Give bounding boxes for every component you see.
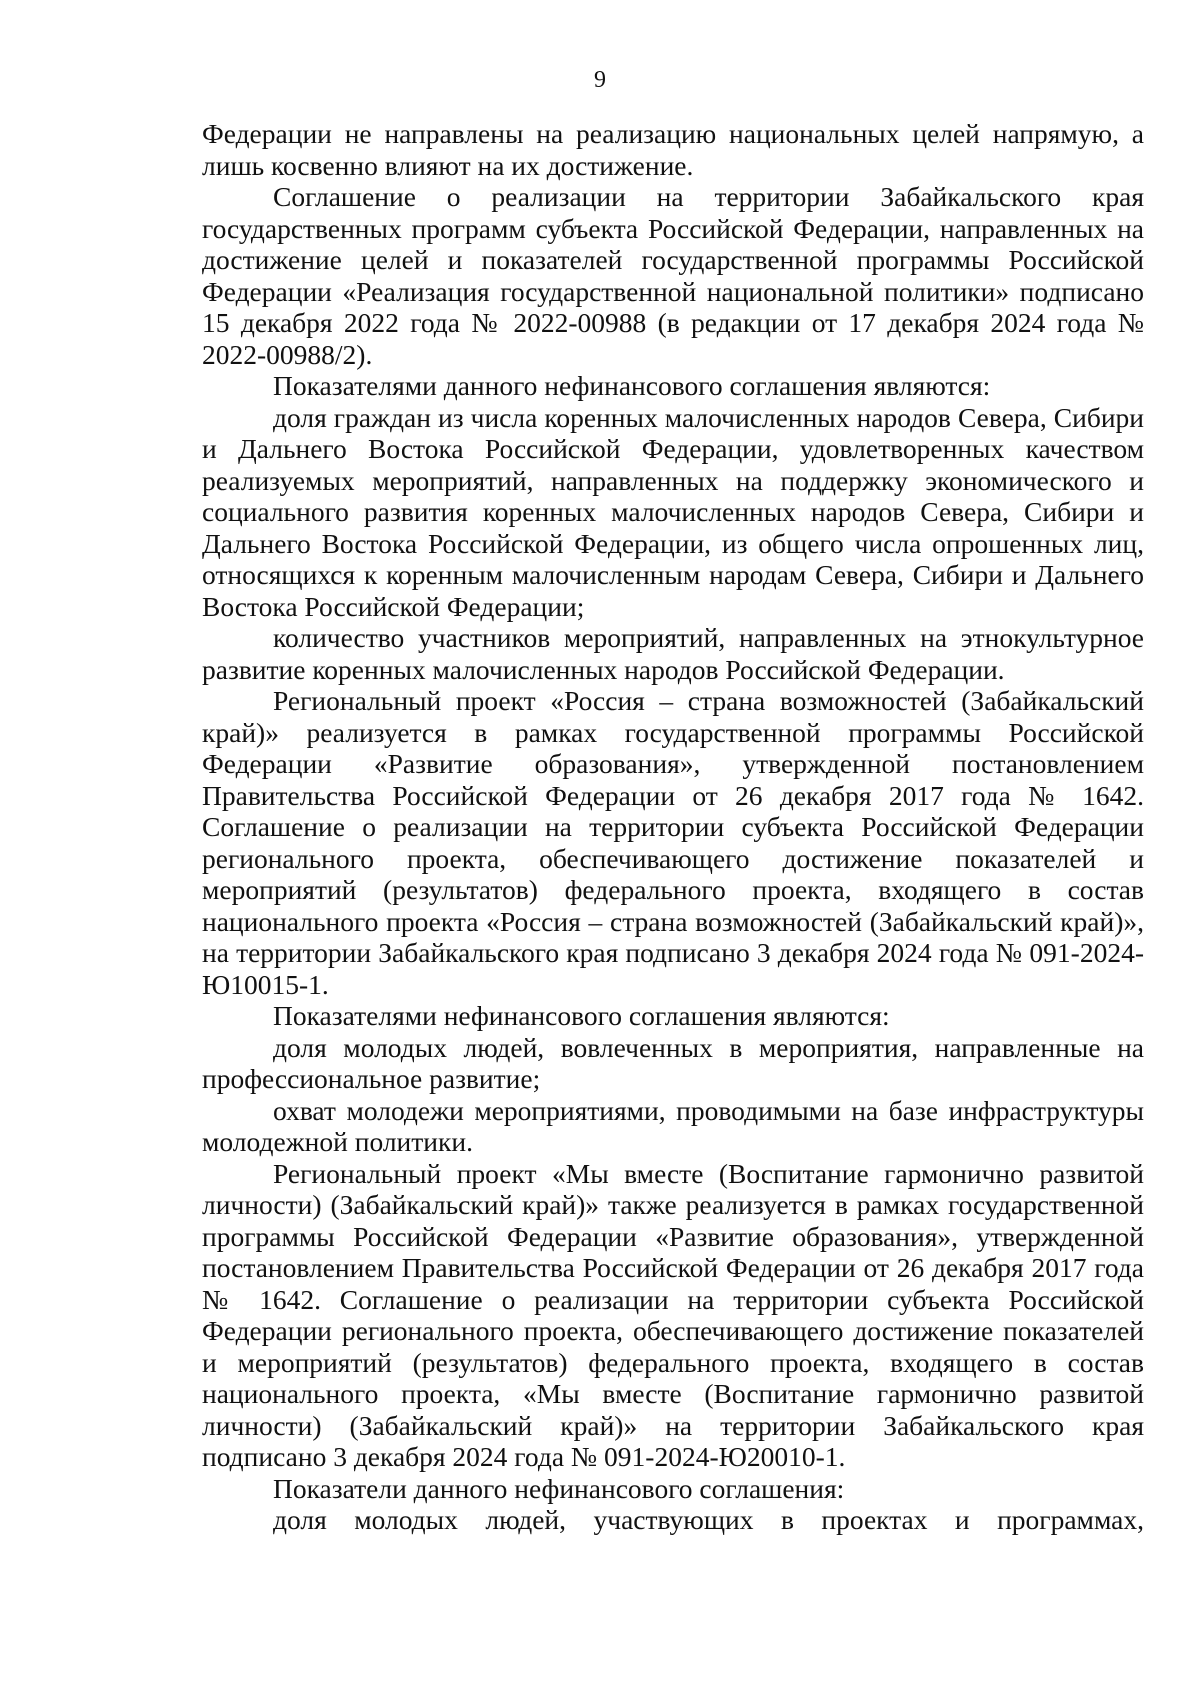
paragraph-project-together: Региональный проект «Мы вместе (Воспитание гармонично развитой личности) (Забайкальский край)» также реализуется в рамках государственной программы Российской Федерации «Развитие образования», утвержденной постановлением Правительства Российской Федерации от 26 декабря 2017 года № 1642. Соглашение о реализации на территории субъекта Российской Федерации регионального проекта, обеспечивающего достижение показателей и мероприятий (результатов) федерального проекта, входящего в состав национального проекта, «Мы вместе (Воспитание гармонично развитой личности) (Забайкальский край)» на территории Забайкальского края подписано 3 декабря 2024 года № 091-2024-Ю20010-1. (202, 1157, 1144, 1472)
paragraph-indicator-youth-projects: доля молодых людей, участвующих в проектах и программах, (273, 1504, 1144, 1535)
paragraph-continuation: Федерации не направлены на реализацию национальных целей напрямую, а лишь косвенно влияют на их достижение. (202, 118, 1144, 181)
paragraph-agreement-national-policy: Соглашение о реализации на территории Забайкальского края государственных программ субъекта Российской Федерации, направленных на достижение целей и показателей государственной программы Российской Федерации «Реализация государственной национальной политики» подписано 15 декабря 2022 года № 2022-00988 (в редакции от 17 декабря 2024 года № 2022-00988/2). (202, 181, 1144, 370)
paragraph-indicators-heading: Показателями данного нефинансового соглашения являются: (273, 370, 991, 401)
paragraph-indicator-participants: количество участников мероприятий, направленных на этнокультурное развитие коренных малочисленных народов Российской Федерации. (202, 622, 1144, 685)
paragraph-indicator-share-citizens: доля граждан из числа коренных малочисленных народов Севера, Сибири и Дальнего Востока Российской Федерации, удовлетворенных качеством реализуемых мероприятий, направленных на поддержку экономического и социального развития коренных малочисленных народов Севера, Сибири и Дальнего Востока Российской Федерации, из общего числа опрошенных лиц, относящихся к коренным малочисленным народам Севера, Сибири и Дальнего Востока Российской Федерации; (202, 401, 1144, 622)
paragraph-indicator-youth-coverage: охват молодежи мероприятиями, проводимыми на базе инфраструктуры молодежной политики. (202, 1094, 1144, 1157)
paragraph-indicators-heading-3: Показатели данного нефинансового соглашения: (273, 1472, 845, 1504)
paragraph-project-russia-opportunities: Региональный проект «Россия – страна возможностей (Забайкальский край)» реализуется в рамках государственной программы Российской Федерации «Развитие образования», утвержденной постановлением Правительства Российской Федерации от 26 декабря 2017 года № 1642. Соглашение о реализации на территории субъекта Российской Федерации регионального проекта, обеспечивающего достижение показателей и мероприятий (результатов) федерального проекта, входящего в состав национального проекта «Россия – страна возможностей (Забайкальский край)», на территории Забайкальского края подписано 3 декабря 2024 года № 091-2024-Ю10015-1. (202, 685, 1144, 1000)
page-number: 9 (594, 67, 606, 93)
paragraph-indicator-youth-share: доля молодых людей, вовлеченных в мероприятия, направленные на профессиональное развитие; (202, 1031, 1144, 1094)
paragraph-indicators-heading-2: Показателями нефинансового соглашения являются: (273, 1000, 890, 1031)
document-body (202, 118, 1144, 1536)
